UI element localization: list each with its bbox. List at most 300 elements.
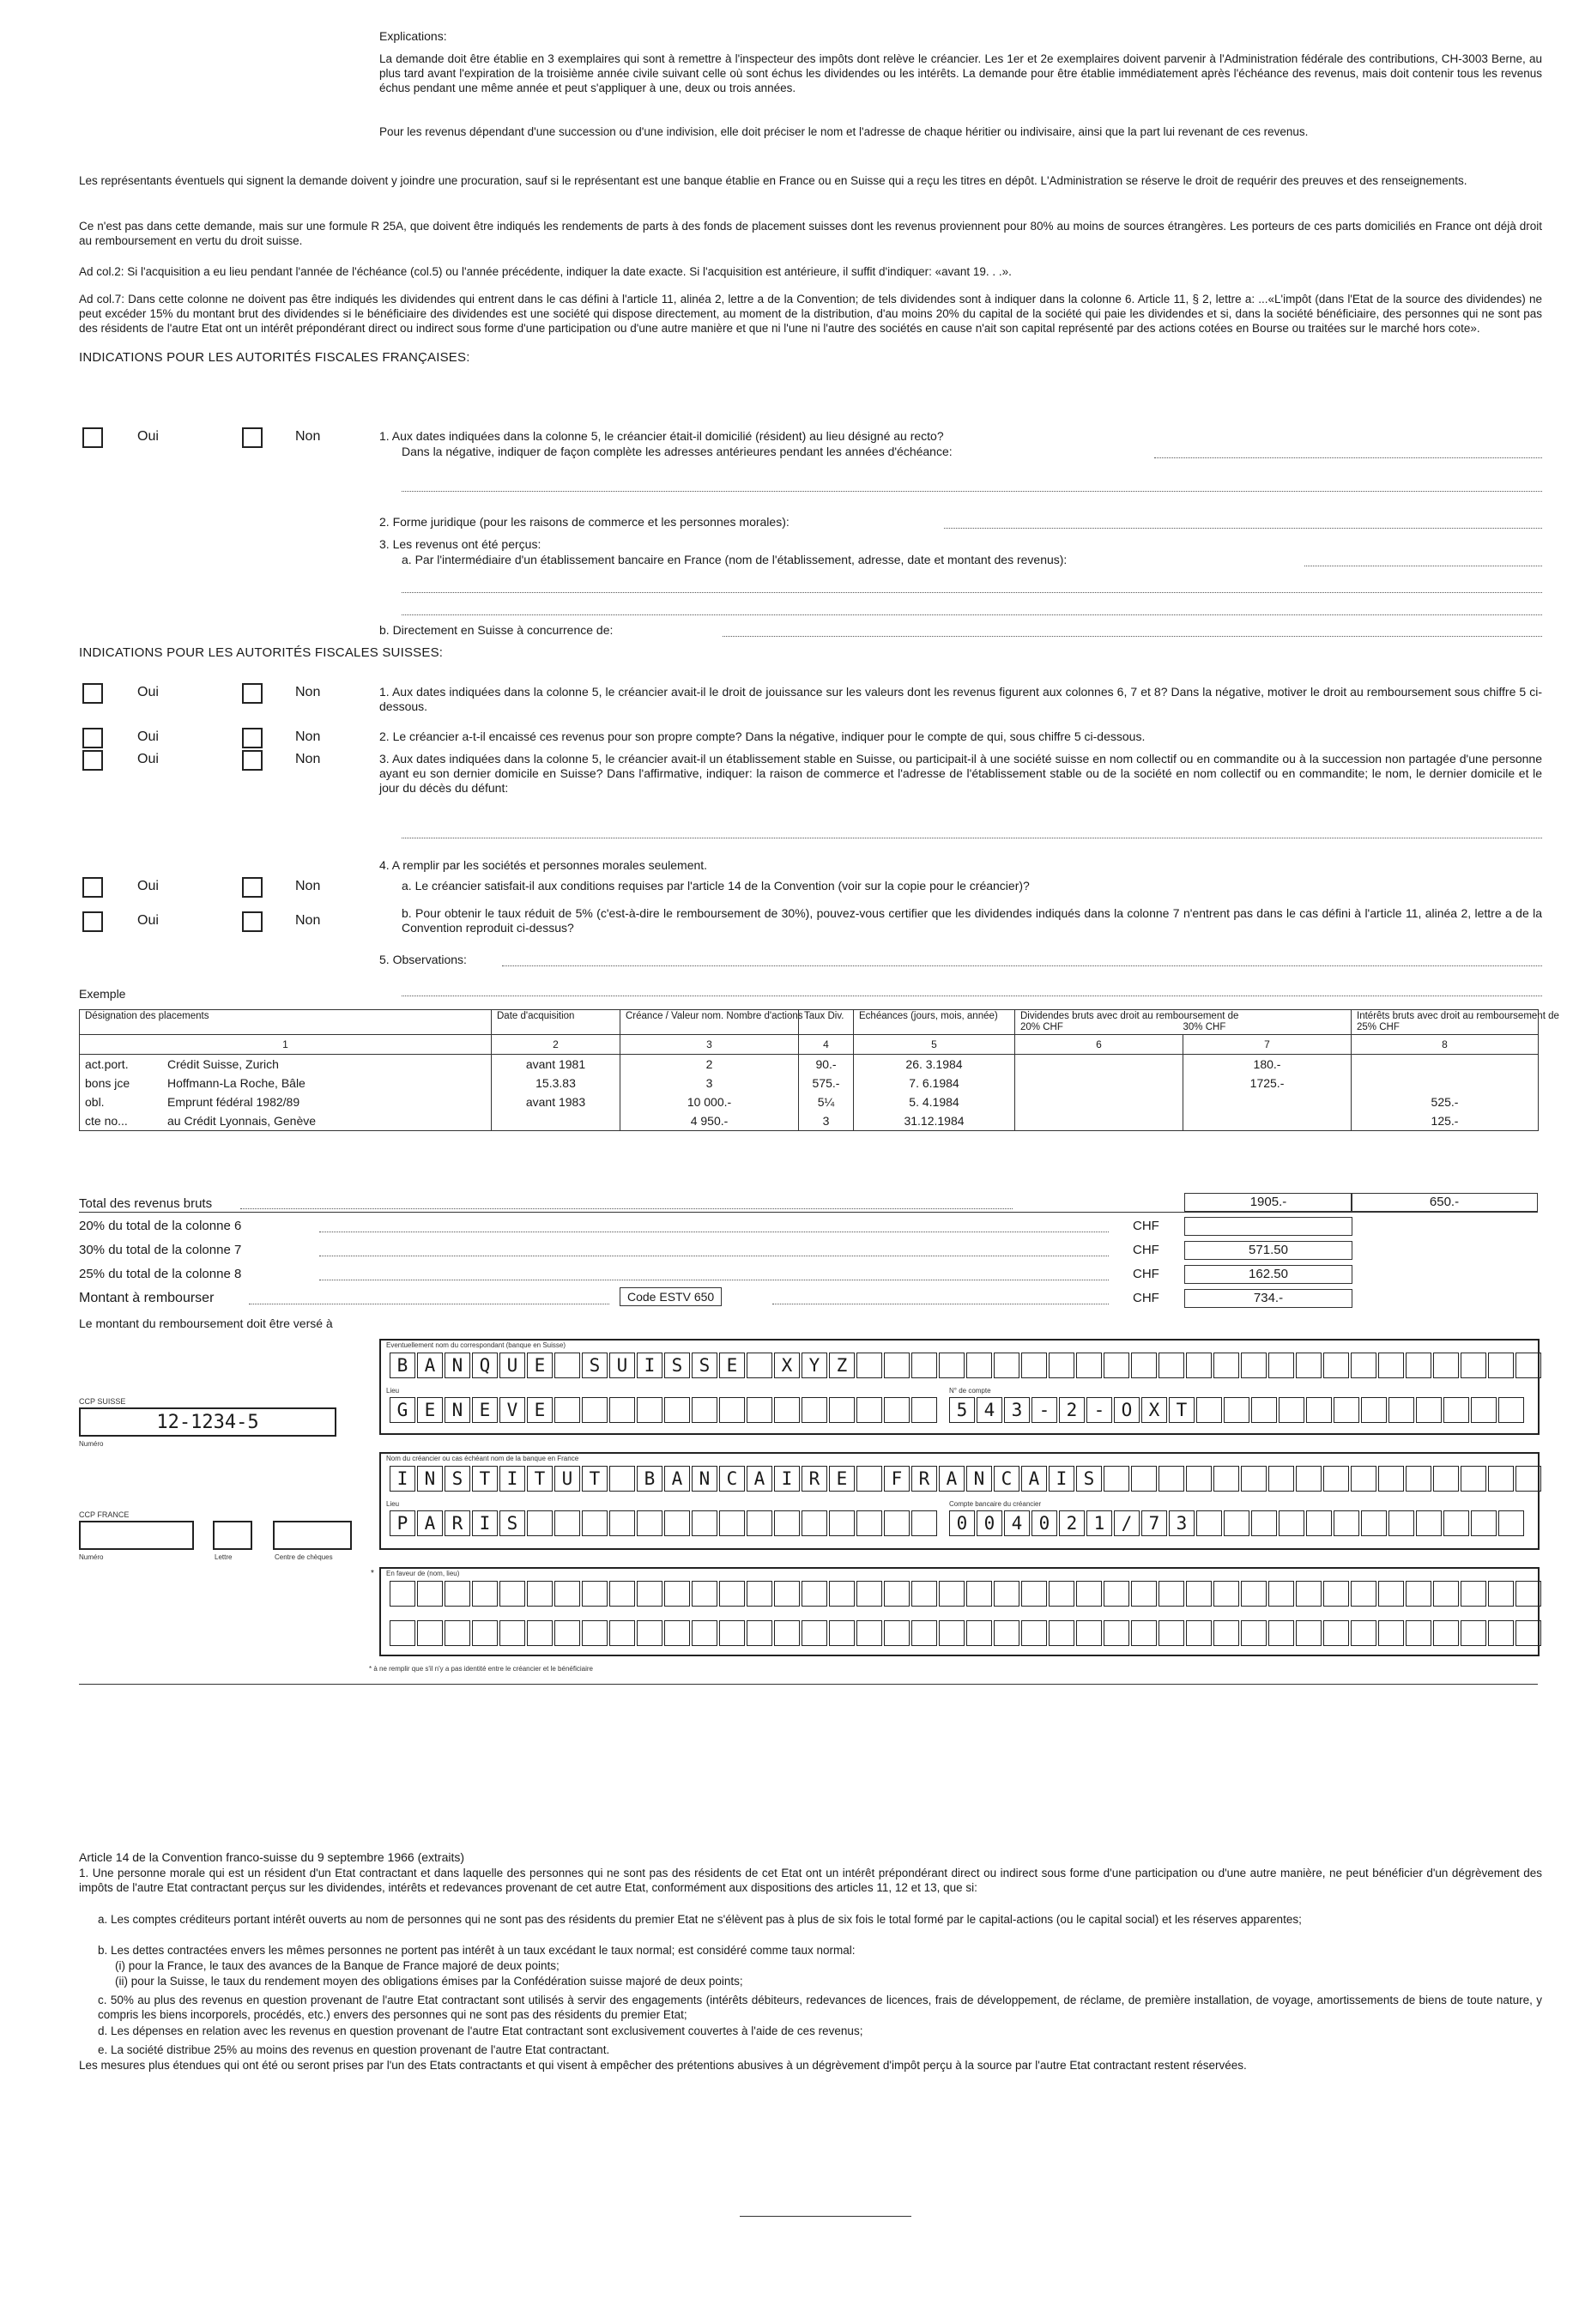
char-cell[interactable]: N (445, 1397, 470, 1423)
char-cell[interactable] (856, 1353, 882, 1378)
char-cell[interactable] (527, 1581, 553, 1607)
france-q1-non-checkbox[interactable] (242, 427, 263, 448)
char-cell[interactable]: E (527, 1353, 553, 1378)
correspondant-name-cells[interactable] (390, 1353, 1543, 1378)
char-cell[interactable] (774, 1620, 800, 1646)
article14-a: a. Les comptes créditeurs portant intérêt ouverts au nom de personnes qui ne sont pas des résidents du premier Etat ne s'élèvent pas à plus de six fois le total formé par le capital-actions (ou le capital social) et les réserves apparentes; (98, 1913, 1302, 1926)
char-cell[interactable] (1361, 1397, 1387, 1423)
char-cell[interactable] (719, 1581, 745, 1607)
char-cell[interactable] (1515, 1353, 1541, 1378)
char-cell[interactable] (1388, 1397, 1414, 1423)
char-cell[interactable]: B (390, 1353, 415, 1378)
char-cell[interactable] (1488, 1466, 1514, 1492)
char-cell[interactable] (445, 1620, 470, 1646)
char-cell[interactable]: C (994, 1466, 1019, 1492)
char-cell[interactable]: 4 (1004, 1510, 1030, 1536)
char-cell[interactable] (1498, 1510, 1524, 1536)
char-cell[interactable] (1268, 1581, 1294, 1607)
char-cell[interactable] (939, 1620, 965, 1646)
char-cell[interactable] (609, 1466, 635, 1492)
char-cell[interactable]: A (939, 1466, 965, 1492)
char-cell[interactable] (719, 1510, 745, 1536)
char-cell[interactable]: P (390, 1510, 415, 1536)
france-q1-oui-checkbox[interactable] (82, 427, 103, 448)
char-cell[interactable] (1351, 1581, 1376, 1607)
char-cell[interactable]: 3 (1169, 1510, 1195, 1536)
char-cell[interactable] (829, 1510, 855, 1536)
suisse-q4a-oui-checkbox[interactable] (82, 877, 103, 898)
char-cell[interactable] (802, 1581, 827, 1607)
char-cell[interactable] (719, 1397, 745, 1423)
char-cell[interactable] (1361, 1510, 1387, 1536)
char-cell[interactable] (939, 1353, 965, 1378)
char-cell[interactable] (1213, 1353, 1239, 1378)
char-cell[interactable] (856, 1620, 882, 1646)
char-cell[interactable] (1388, 1510, 1414, 1536)
char-cell[interactable] (1131, 1353, 1157, 1378)
char-cell[interactable] (774, 1397, 800, 1423)
correspondant-compte-cells[interactable] (949, 1397, 1526, 1423)
creancier-compte-cells[interactable] (949, 1510, 1526, 1536)
char-cell[interactable] (1296, 1581, 1322, 1607)
creancier-name-cells[interactable] (390, 1466, 1543, 1492)
char-cell[interactable]: T (1169, 1397, 1195, 1423)
suisse-q4: 4. A remplir par les sociétés et personnes morales seulement. (379, 858, 708, 872)
char-cell[interactable] (1406, 1620, 1431, 1646)
char-cell[interactable]: - (1031, 1397, 1057, 1423)
char-cell[interactable]: T (582, 1466, 608, 1492)
char-cell[interactable]: I (774, 1466, 800, 1492)
char-cell[interactable] (774, 1581, 800, 1607)
char-cell[interactable]: E (472, 1397, 498, 1423)
char-cell[interactable]: S (582, 1353, 608, 1378)
char-cell[interactable] (1334, 1397, 1359, 1423)
char-cell[interactable] (994, 1581, 1019, 1607)
char-cell[interactable] (390, 1581, 415, 1607)
char-cell[interactable] (747, 1353, 772, 1378)
france-q1-b: Dans la négative, indiquer de façon complète les adresses antérieures pendant les années d'échéance: (402, 445, 953, 458)
char-cell[interactable] (472, 1620, 498, 1646)
suisse-q2-oui-checkbox[interactable] (82, 728, 103, 748)
suisse-q4b-non-label: Non (295, 913, 321, 928)
char-cell[interactable]: T (527, 1466, 553, 1492)
char-cell[interactable]: 2 (1059, 1397, 1085, 1423)
char-cell[interactable] (1351, 1466, 1376, 1492)
char-cell[interactable]: A (1021, 1466, 1047, 1492)
col-number: 2 (492, 1035, 620, 1055)
char-cell[interactable] (994, 1620, 1019, 1646)
france-q3a-answer-line-3[interactable] (402, 614, 1542, 615)
char-cell[interactable] (1159, 1466, 1184, 1492)
char-cell[interactable] (747, 1581, 772, 1607)
char-cell[interactable]: 7 (1141, 1510, 1167, 1536)
char-cell[interactable] (637, 1620, 662, 1646)
char-cell[interactable] (802, 1397, 827, 1423)
char-cell[interactable]: S (445, 1466, 470, 1492)
placement-type: obl. (85, 1095, 105, 1109)
char-cell[interactable] (1104, 1466, 1129, 1492)
char-cell[interactable] (1186, 1466, 1212, 1492)
char-cell[interactable] (1021, 1620, 1047, 1646)
ccp-suisse-input[interactable]: 12-1234-5 (79, 1407, 336, 1437)
char-cell[interactable] (1251, 1510, 1277, 1536)
char-cell[interactable] (1433, 1620, 1459, 1646)
char-cell[interactable] (829, 1397, 855, 1423)
char-cell[interactable] (554, 1581, 580, 1607)
char-cell[interactable] (1488, 1581, 1514, 1607)
char-cell[interactable] (1159, 1620, 1184, 1646)
correspondant-lieu-cells[interactable] (390, 1397, 939, 1423)
char-cell[interactable] (747, 1510, 772, 1536)
char-cell[interactable] (1461, 1620, 1486, 1646)
suisse-q3: 3. Aux dates indiquées dans la colonne 5, le créancier avait-il un établissement stable en Suisse, ou participait-il à une société suisse en nom collectif ou en commandite ou à la succession non partagée d'une personne ayant eu son dernier domicile en Suisse? Dans l'affirmative, indiquer: la raison de commerce et l'adresse de l'établissement stable ou de la société en nom collectif ou en commandite; le nom, le dernier domicile et le jour du décès du défunt: (379, 752, 1542, 795)
char-cell[interactable] (1515, 1581, 1541, 1607)
char-cell[interactable]: C (719, 1466, 745, 1492)
char-cell[interactable] (884, 1397, 910, 1423)
char-cell[interactable]: T (472, 1466, 498, 1492)
char-cell[interactable] (1021, 1353, 1047, 1378)
char-cell[interactable] (1159, 1581, 1184, 1607)
char-cell[interactable] (829, 1620, 855, 1646)
char-cell[interactable]: G (390, 1397, 415, 1423)
char-cell[interactable] (1241, 1620, 1267, 1646)
qty-cell: 4 950.- (620, 1111, 799, 1131)
char-cell[interactable] (1241, 1581, 1267, 1607)
char-cell[interactable] (856, 1581, 882, 1607)
char-cell[interactable] (609, 1397, 635, 1423)
char-cell[interactable] (1378, 1581, 1404, 1607)
article14-bii: (ii) pour la Suisse, le taux du rendement moyen des obligations émises par la Confédération suisse majoré de deux points; (115, 1975, 743, 1988)
char-cell[interactable]: 0 (977, 1510, 1002, 1536)
char-cell[interactable]: E (417, 1397, 443, 1423)
char-cell[interactable]: I (1049, 1466, 1074, 1492)
char-cell[interactable]: - (1086, 1397, 1112, 1423)
char-cell[interactable]: U (554, 1466, 580, 1492)
char-cell[interactable]: S (499, 1510, 525, 1536)
char-cell[interactable] (554, 1510, 580, 1536)
suisse-q4b-non-checkbox[interactable] (242, 911, 263, 932)
char-cell[interactable]: N (966, 1466, 992, 1492)
char-cell[interactable]: I (390, 1466, 415, 1492)
char-cell[interactable] (582, 1581, 608, 1607)
sum-label-total: Montant à rembourser (79, 1291, 215, 1305)
char-cell[interactable]: Y (802, 1353, 827, 1378)
char-cell[interactable] (774, 1510, 800, 1536)
char-cell[interactable] (1268, 1620, 1294, 1646)
char-cell[interactable] (1296, 1466, 1322, 1492)
char-cell[interactable] (1268, 1466, 1294, 1492)
char-cell[interactable] (719, 1620, 745, 1646)
char-cell[interactable] (1213, 1466, 1239, 1492)
char-cell[interactable] (1104, 1353, 1129, 1378)
char-cell[interactable] (1443, 1397, 1469, 1423)
char-cell[interactable] (1406, 1353, 1431, 1378)
char-cell[interactable]: I (472, 1510, 498, 1536)
char-cell[interactable] (1406, 1581, 1431, 1607)
char-cell[interactable] (1241, 1466, 1267, 1492)
creancier-lieu-cells[interactable] (390, 1510, 939, 1536)
char-cell[interactable] (554, 1353, 580, 1378)
char-cell[interactable]: X (1141, 1397, 1167, 1423)
char-cell[interactable]: X (774, 1353, 800, 1378)
char-cell[interactable] (1186, 1353, 1212, 1378)
char-cell[interactable] (994, 1353, 1019, 1378)
char-cell[interactable] (1323, 1466, 1349, 1492)
char-cell[interactable] (554, 1397, 580, 1423)
char-cell[interactable]: 0 (1031, 1510, 1057, 1536)
char-cell[interactable] (1443, 1510, 1469, 1536)
char-cell[interactable]: A (417, 1353, 443, 1378)
char-cell[interactable] (1471, 1510, 1497, 1536)
char-cell[interactable] (1186, 1620, 1212, 1646)
char-cell[interactable]: Q (472, 1353, 498, 1378)
char-cell[interactable] (637, 1581, 662, 1607)
char-cell[interactable] (1131, 1581, 1157, 1607)
char-cell[interactable] (609, 1510, 635, 1536)
char-cell[interactable] (582, 1397, 608, 1423)
char-cell[interactable] (554, 1620, 580, 1646)
char-cell[interactable] (1471, 1397, 1497, 1423)
suisse-q1-non-checkbox[interactable] (242, 683, 263, 704)
formule-paragraph: Ce n'est pas dans cette demande, mais sur une formule R 25A, que doivent être indiqués les rendements de parts à des fonds de placement suisses dont les revenus proviennent pour 80% au moins de sources étrangères. Les porteurs de ces parts domiciliés en France ont déjà droit au remboursement en vertu du droit suisse. (79, 220, 1542, 247)
char-cell[interactable]: 5 (949, 1397, 975, 1423)
char-cell[interactable] (1323, 1620, 1349, 1646)
char-cell[interactable] (1076, 1353, 1102, 1378)
char-cell[interactable] (1251, 1397, 1277, 1423)
col-header-6-7 (1015, 1010, 1352, 1035)
char-cell[interactable]: R (911, 1466, 937, 1492)
suisse-q4a-non-checkbox[interactable] (242, 877, 263, 898)
char-cell[interactable] (527, 1620, 553, 1646)
ccp-france-lettre-input[interactable] (213, 1521, 252, 1550)
char-cell[interactable] (884, 1510, 910, 1536)
char-cell[interactable] (1378, 1466, 1404, 1492)
due-cell: 5. 4.1984 (854, 1092, 1015, 1111)
char-cell[interactable] (664, 1397, 690, 1423)
char-cell[interactable]: A (664, 1466, 690, 1492)
char-cell[interactable] (1076, 1620, 1102, 1646)
suisse-q2-non-checkbox[interactable] (242, 728, 263, 748)
char-cell[interactable] (1406, 1466, 1431, 1492)
char-cell[interactable] (1104, 1581, 1129, 1607)
char-cell[interactable] (1131, 1620, 1157, 1646)
france-q3a-answer-line-2[interactable] (402, 592, 1542, 593)
col-header-8-sub: 25% CHF (1357, 1022, 1400, 1032)
char-cell[interactable] (1334, 1510, 1359, 1536)
char-cell[interactable] (1461, 1466, 1486, 1492)
char-cell[interactable] (911, 1397, 937, 1423)
char-cell[interactable] (1323, 1353, 1349, 1378)
char-cell[interactable] (1213, 1620, 1239, 1646)
char-cell[interactable]: 1 (1086, 1510, 1112, 1536)
char-cell[interactable] (856, 1466, 882, 1492)
placement-cell (80, 1055, 492, 1074)
char-cell[interactable]: S (664, 1353, 690, 1378)
char-cell[interactable] (1433, 1581, 1459, 1607)
char-cell[interactable] (884, 1353, 910, 1378)
char-cell[interactable] (1076, 1581, 1102, 1607)
char-cell[interactable] (1378, 1353, 1404, 1378)
char-cell[interactable]: S (1076, 1466, 1102, 1492)
char-cell[interactable] (1296, 1353, 1322, 1378)
char-cell[interactable] (1351, 1620, 1376, 1646)
char-cell[interactable] (1131, 1466, 1157, 1492)
char-cell[interactable] (582, 1510, 608, 1536)
char-cell[interactable] (802, 1620, 827, 1646)
char-cell[interactable] (692, 1620, 717, 1646)
char-cell[interactable]: N (692, 1466, 717, 1492)
char-cell[interactable] (1159, 1353, 1184, 1378)
char-cell[interactable] (747, 1397, 772, 1423)
char-cell[interactable]: A (747, 1466, 772, 1492)
char-cell[interactable] (1279, 1510, 1304, 1536)
char-cell[interactable]: I (499, 1466, 525, 1492)
char-cell[interactable]: 0 (949, 1510, 975, 1536)
char-cell[interactable]: R (802, 1466, 827, 1492)
char-cell[interactable]: 4 (977, 1397, 1002, 1423)
char-cell[interactable] (966, 1620, 992, 1646)
char-cell[interactable] (472, 1581, 498, 1607)
char-cell[interactable] (692, 1510, 717, 1536)
suisse-q3-oui-checkbox[interactable] (82, 750, 103, 771)
char-cell[interactable] (417, 1620, 443, 1646)
char-cell[interactable] (1224, 1510, 1249, 1536)
char-cell[interactable] (664, 1510, 690, 1536)
char-cell[interactable] (1196, 1510, 1222, 1536)
char-cell[interactable] (1049, 1620, 1074, 1646)
creancier-compte-hint: Compte bancaire du créancier (949, 1500, 1042, 1508)
char-cell[interactable]: U (609, 1353, 635, 1378)
char-cell[interactable] (1268, 1353, 1294, 1378)
char-cell[interactable] (1213, 1581, 1239, 1607)
char-cell[interactable] (1323, 1581, 1349, 1607)
char-cell[interactable]: E (527, 1397, 553, 1423)
char-cell[interactable] (1049, 1353, 1074, 1378)
char-cell[interactable] (911, 1510, 937, 1536)
char-cell[interactable] (637, 1510, 662, 1536)
char-cell[interactable]: I (637, 1353, 662, 1378)
char-cell[interactable] (499, 1581, 525, 1607)
char-cell[interactable] (911, 1353, 937, 1378)
char-cell[interactable] (747, 1620, 772, 1646)
char-cell[interactable]: N (417, 1466, 443, 1492)
char-cell[interactable] (527, 1510, 553, 1536)
char-cell[interactable] (1416, 1397, 1442, 1423)
char-cell[interactable] (1498, 1397, 1524, 1423)
char-cell[interactable] (1515, 1620, 1541, 1646)
char-cell[interactable]: F (884, 1466, 910, 1492)
char-cell[interactable]: B (637, 1466, 662, 1492)
char-cell[interactable] (856, 1397, 882, 1423)
char-cell[interactable] (1186, 1581, 1212, 1607)
char-cell[interactable] (637, 1397, 662, 1423)
char-cell[interactable]: E (829, 1466, 855, 1492)
ccp-france-numero-input[interactable] (79, 1521, 194, 1550)
char-cell[interactable] (884, 1581, 910, 1607)
char-cell[interactable] (1296, 1620, 1322, 1646)
char-cell[interactable] (1378, 1620, 1404, 1646)
char-cell[interactable] (692, 1397, 717, 1423)
char-cell[interactable]: S (692, 1353, 717, 1378)
char-cell[interactable] (802, 1510, 827, 1536)
char-cell[interactable] (1306, 1397, 1332, 1423)
char-cell[interactable] (911, 1620, 937, 1646)
char-cell[interactable] (966, 1353, 992, 1378)
char-cell[interactable] (499, 1620, 525, 1646)
char-cell[interactable] (1416, 1510, 1442, 1536)
char-cell[interactable] (1241, 1353, 1267, 1378)
char-cell[interactable] (582, 1620, 608, 1646)
char-cell[interactable] (390, 1620, 415, 1646)
france-q3b-answer-line[interactable] (723, 636, 1542, 637)
en-faveur-line2-cells[interactable] (390, 1620, 1543, 1646)
placement-type: act.port. (85, 1057, 129, 1071)
char-cell[interactable] (1104, 1620, 1129, 1646)
char-cell[interactable] (829, 1581, 855, 1607)
char-cell[interactable] (856, 1510, 882, 1536)
char-cell[interactable]: R (445, 1510, 470, 1536)
france-q1-answer-line-2[interactable] (402, 491, 1542, 492)
char-cell[interactable] (692, 1581, 717, 1607)
char-cell[interactable] (1021, 1581, 1047, 1607)
c7-cell (1183, 1111, 1352, 1131)
char-cell[interactable] (445, 1581, 470, 1607)
char-cell[interactable]: A (417, 1510, 443, 1536)
char-cell[interactable] (1488, 1353, 1514, 1378)
char-cell[interactable] (609, 1620, 635, 1646)
char-cell[interactable] (664, 1581, 690, 1607)
char-cell[interactable] (609, 1581, 635, 1607)
char-cell[interactable]: Z (829, 1353, 855, 1378)
char-cell[interactable] (1306, 1510, 1332, 1536)
char-cell[interactable] (884, 1620, 910, 1646)
suisse-q5-answer-line[interactable] (502, 965, 1542, 966)
suisse-q4b-oui-checkbox[interactable] (82, 911, 103, 932)
char-cell[interactable] (1515, 1466, 1541, 1492)
suisse-q1-oui-checkbox[interactable] (82, 683, 103, 704)
en-faveur-line1-cells[interactable] (390, 1581, 1543, 1607)
char-cell[interactable] (1224, 1397, 1249, 1423)
ccp-france-centre-input[interactable] (273, 1521, 352, 1550)
char-cell[interactable]: U (499, 1353, 525, 1378)
char-cell[interactable]: 3 (1004, 1397, 1030, 1423)
char-cell[interactable] (1351, 1353, 1376, 1378)
char-cell[interactable] (966, 1581, 992, 1607)
char-cell[interactable] (1461, 1581, 1486, 1607)
char-cell[interactable] (911, 1581, 937, 1607)
char-cell[interactable]: 2 (1059, 1510, 1085, 1536)
char-cell[interactable]: O (1114, 1397, 1140, 1423)
char-cell[interactable] (1279, 1397, 1304, 1423)
char-cell[interactable] (664, 1620, 690, 1646)
char-cell[interactable]: V (499, 1397, 525, 1423)
c8-cell (1352, 1074, 1539, 1092)
char-cell[interactable] (1433, 1353, 1459, 1378)
char-cell[interactable] (939, 1581, 965, 1607)
suisse-q3-non-checkbox[interactable] (242, 750, 263, 771)
char-cell[interactable] (1196, 1397, 1222, 1423)
char-cell[interactable]: / (1114, 1510, 1140, 1536)
char-cell[interactable] (1433, 1466, 1459, 1492)
char-cell[interactable] (1488, 1620, 1514, 1646)
char-cell[interactable]: E (719, 1353, 745, 1378)
char-cell[interactable] (1049, 1581, 1074, 1607)
char-cell[interactable]: N (445, 1353, 470, 1378)
france-q2-answer-line[interactable] (944, 528, 1542, 529)
char-cell[interactable] (417, 1581, 443, 1607)
char-cell[interactable] (1461, 1353, 1486, 1378)
france-q1-answer-line[interactable] (1154, 457, 1542, 458)
